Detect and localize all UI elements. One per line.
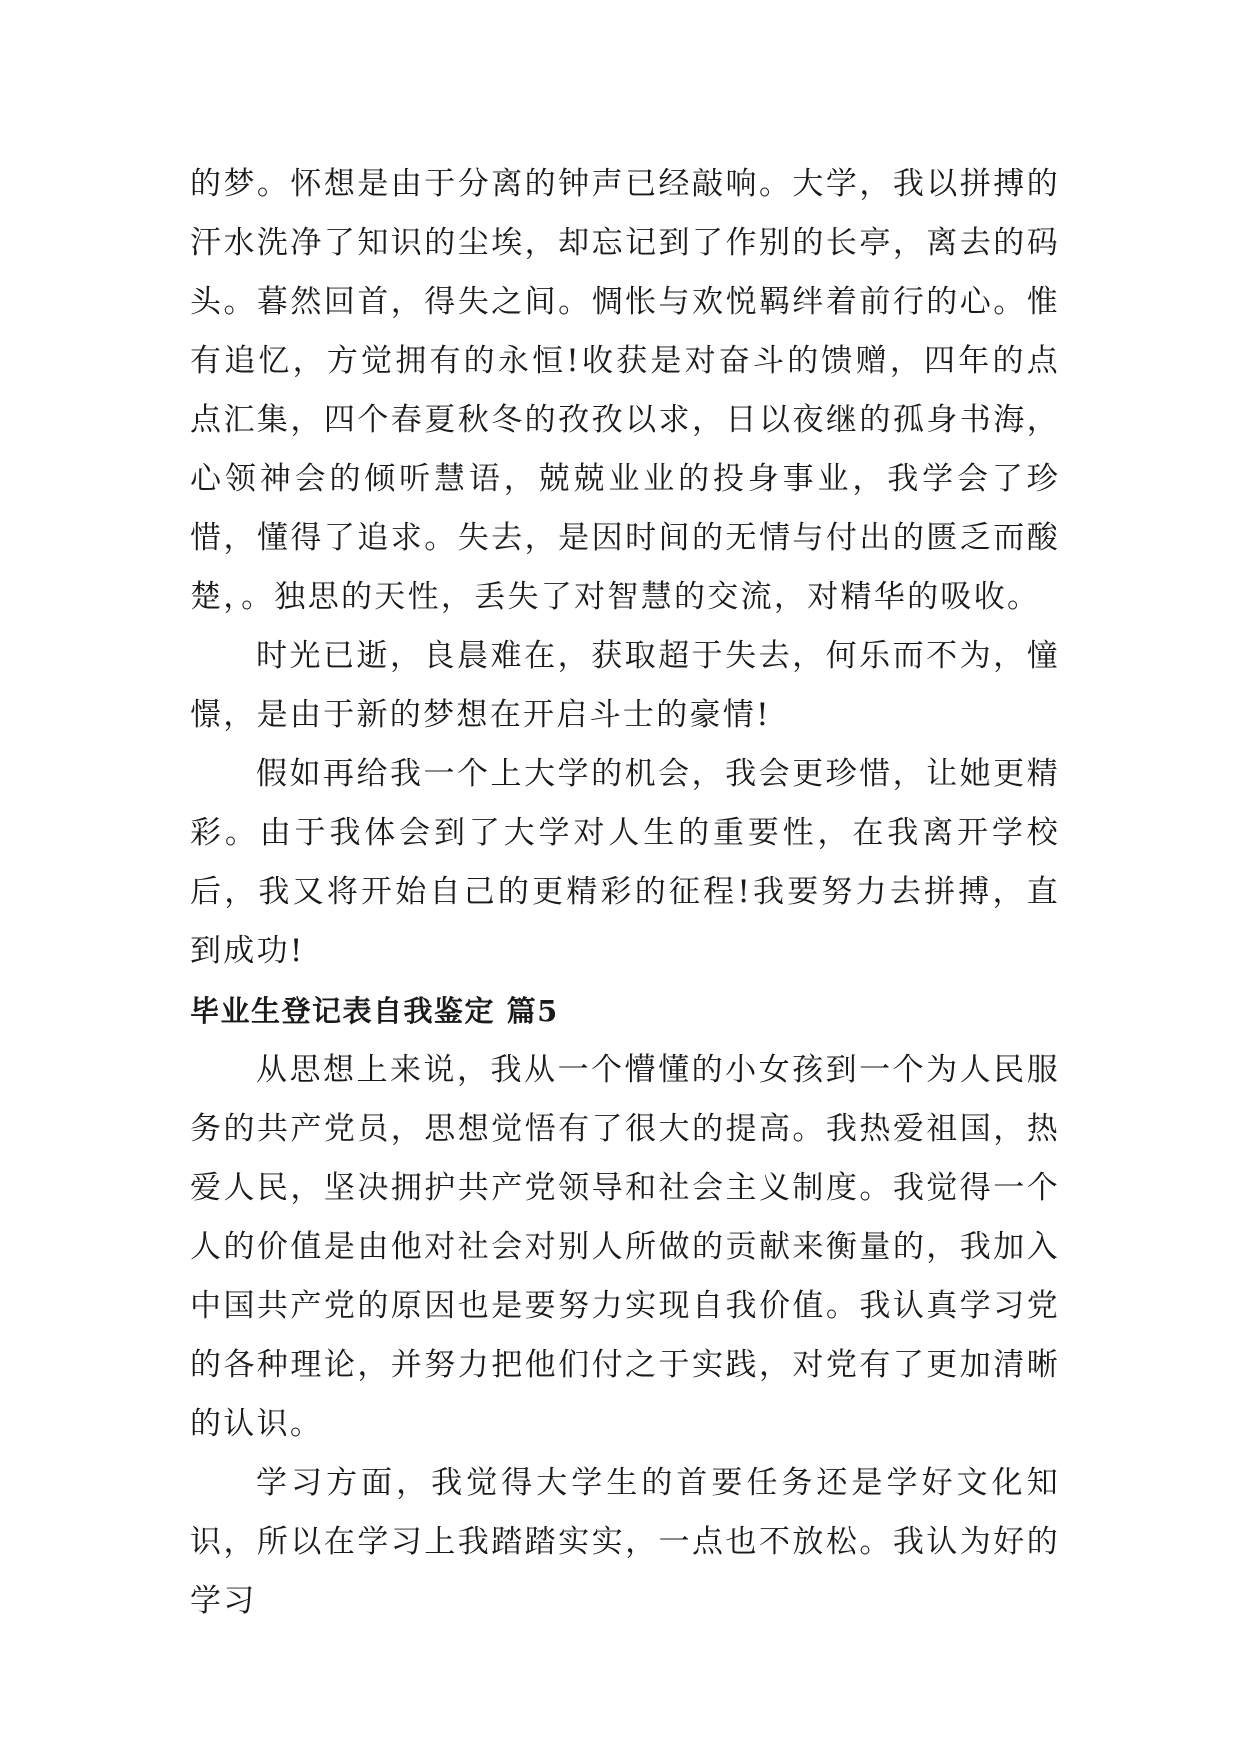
paragraph-study: 学习方面，我觉得大学生的首要任务还是学好文化知识，所以在学习上我踏踏实实，一点也不放松。我认为好的学习	[190, 1465, 1060, 1619]
document-page	[190, 155, 1060, 1631]
paragraph-time-passed: 时光已逝，良晨难在，获取超于失去，何乐而不为，憧憬，是由于新的梦想在开启斗士的豪情!	[190, 638, 1060, 733]
paragraph-ideology: 从思想上来说，我从一个懵懂的小女孩到一个为人民服务的共产党员，思想觉悟有了很大的提高。我热爱祖国，热爱人民，坚决拥护共产党领导和社会主义制度。我觉得一个人的价值是由他对社会对别人所做的贡献来衡量的，我加入中国共产党的原因也是要努力实现自我价值。我认真学习党的各种理论，并努力把他们付之于实践，对党有了更加清晰的认识。	[190, 1052, 1060, 1442]
paragraph-continuation: 的梦。怀想是由于分离的钟声已经敲响。大学，我以拼搏的汗水洗净了知识的尘埃，却忘记到了作别的长亭，离去的码头。暮然回首，得失之间。惆怅与欢悦羁绊着前行的心。惟有追忆，方觉拥有的永恒!收获是对奋斗的馈赠，四年的点点汇集，四个春夏秋冬的孜孜以求，日以夜继的孤身书海，心领神会的倾听慧语，兢兢业业的投身事业，我学会了珍惜，懂得了追求。失去，是因时间的无情与付出的匮乏而酸楚，。独思的天性，丢失了对智慧的交流，对精华的吸收。	[190, 166, 1060, 615]
paragraph-another-chance: 假如再给我一个上大学的机会，我会更珍惜，让她更精彩。由于我体会到了大学对人生的重要性，在我离开学校后，我又将开始自己的更精彩的征程!我要努力去拼搏，直到成功!	[190, 756, 1060, 969]
section-heading: 毕业生登记表自我鉴定 篇5	[190, 994, 559, 1028]
